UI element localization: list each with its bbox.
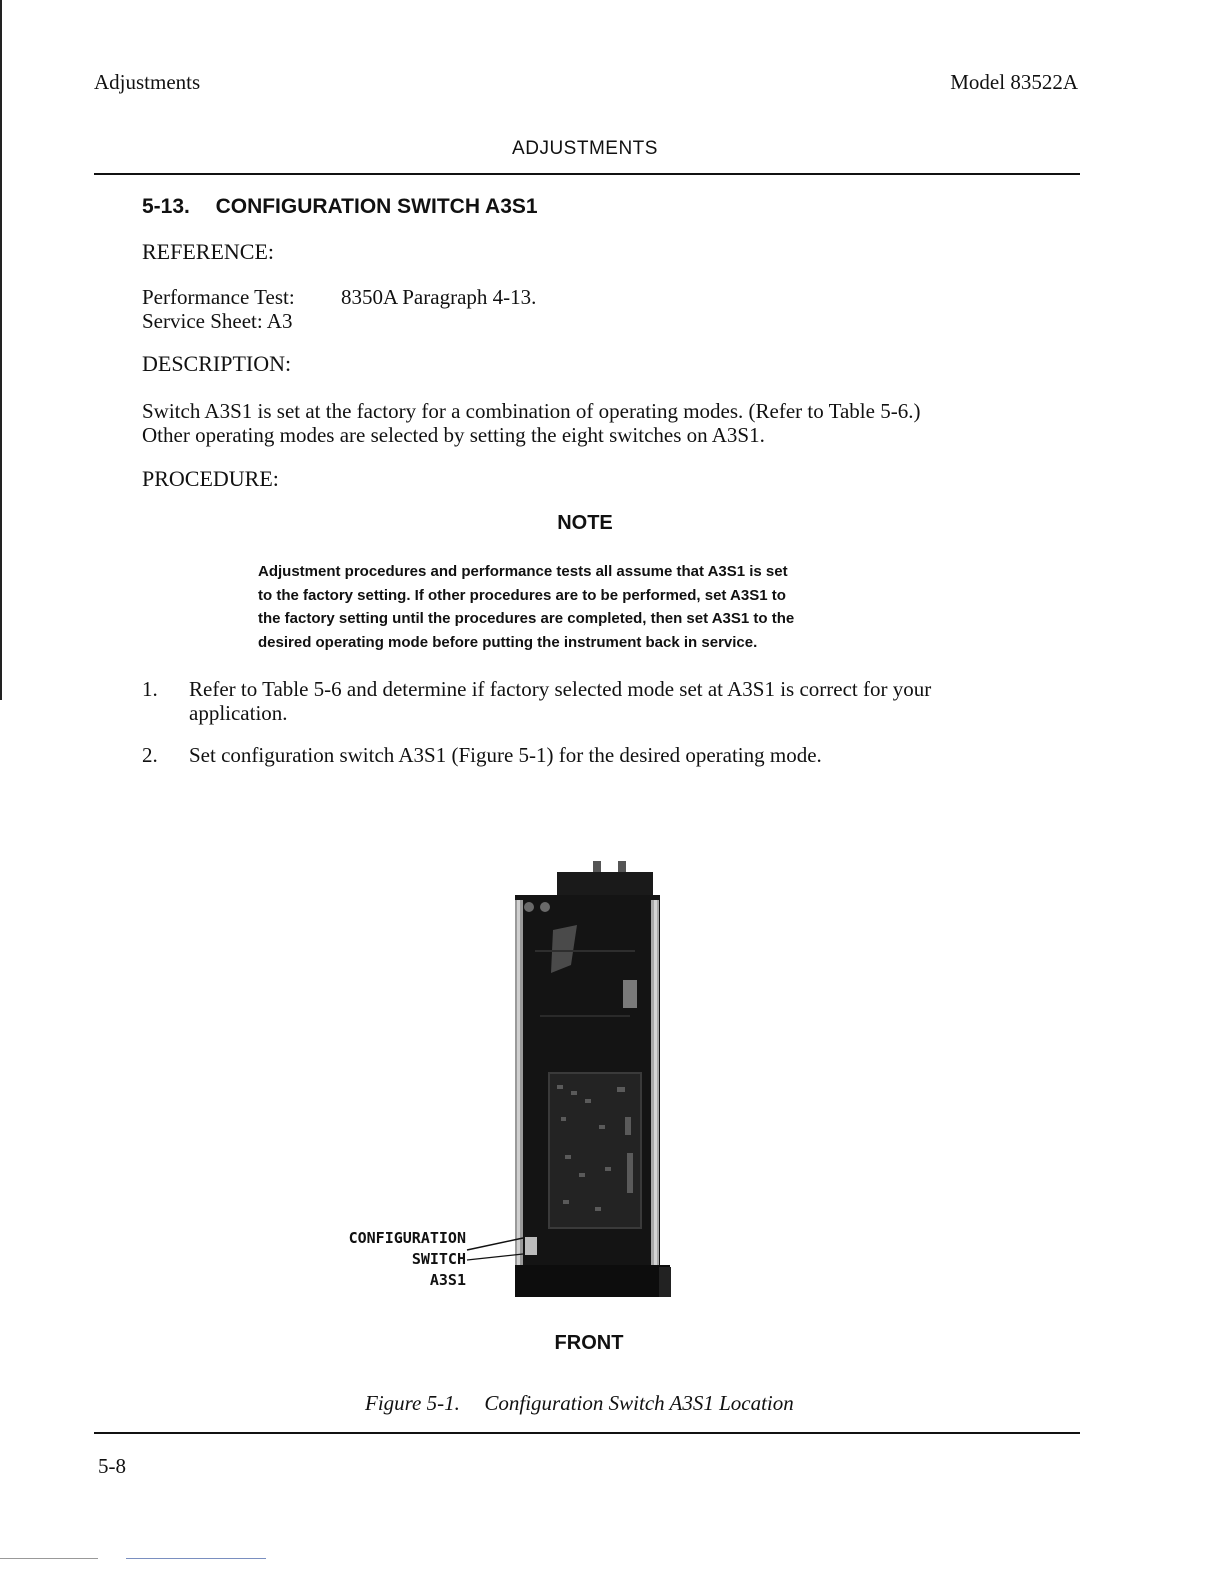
configuration-switch-label [300, 1228, 466, 1291]
reference-heading: REFERENCE: [142, 239, 275, 264]
performance-test-label: Performance Test: [142, 285, 295, 309]
step-text-2: Set configuration switch A3S1 (Figure 5-1) for the desired operating mode. [189, 743, 822, 767]
performance-test-value: 8350A Paragraph 4-13. [341, 285, 537, 309]
note-line: the factory setting until the procedures are completed, then set A3S1 to the [258, 610, 795, 627]
step-number-2: 2. [142, 743, 158, 767]
footer-rule [94, 1432, 1080, 1434]
header-rule [94, 173, 1080, 175]
scan-artifact-line [0, 1558, 98, 1559]
scan-artifact-line [126, 1558, 266, 1559]
figure-caption-text: Configuration Switch A3S1 Location [484, 1391, 794, 1415]
leader-line [465, 1230, 535, 1270]
section-title [142, 195, 538, 219]
note-line: Adjustment procedures and performance tests all assume that A3S1 is set [258, 563, 788, 580]
service-sheet: Service Sheet: A3 [142, 309, 293, 333]
description-line-1: Switch A3S1 is set at the factory for a combination of operating modes. (Refer to Table 5-6.) [142, 399, 921, 423]
step-number-1: 1. [142, 677, 158, 701]
front-label: FRONT [554, 1332, 624, 1354]
description-line-2: Other operating modes are selected by setting the eight switches on A3S1. [142, 423, 765, 447]
figure-caption [365, 1391, 794, 1415]
note-heading: NOTE [557, 512, 613, 534]
section-heading: ADJUSTMENTS [512, 138, 658, 159]
note-body [258, 560, 958, 654]
step-text-1-line-2: application. [189, 701, 288, 725]
procedure-heading: PROCEDURE: [142, 466, 279, 491]
label-line: A3S1 [429, 1271, 466, 1289]
section-number: 5-13. [142, 195, 190, 218]
connector-block [623, 980, 637, 1008]
running-header-right: Model 83522A [950, 70, 1078, 94]
section-title-text: CONFIGURATION SWITCH A3S1 [215, 195, 538, 218]
label-line: SWITCH [411, 1250, 466, 1268]
note-line: to the factory setting. If other procedures are to be performed, set A3S1 to [258, 586, 786, 604]
scan-edge-bar [0, 0, 2, 700]
label-line: CONFIGURATION [348, 1229, 466, 1247]
page-number: 5-8 [98, 1454, 126, 1478]
figure-caption-number: Figure 5-1. [365, 1391, 460, 1415]
description-heading: DESCRIPTION: [142, 351, 292, 376]
note-line: desired operating mode before putting the instrument back in service. [258, 633, 758, 651]
circuit-board [549, 1073, 641, 1228]
step-text-1-line-1: Refer to Table 5-6 and determine if factory selected mode set at A3S1 is correct for your [189, 677, 932, 701]
running-header-left: Adjustments [94, 70, 201, 94]
